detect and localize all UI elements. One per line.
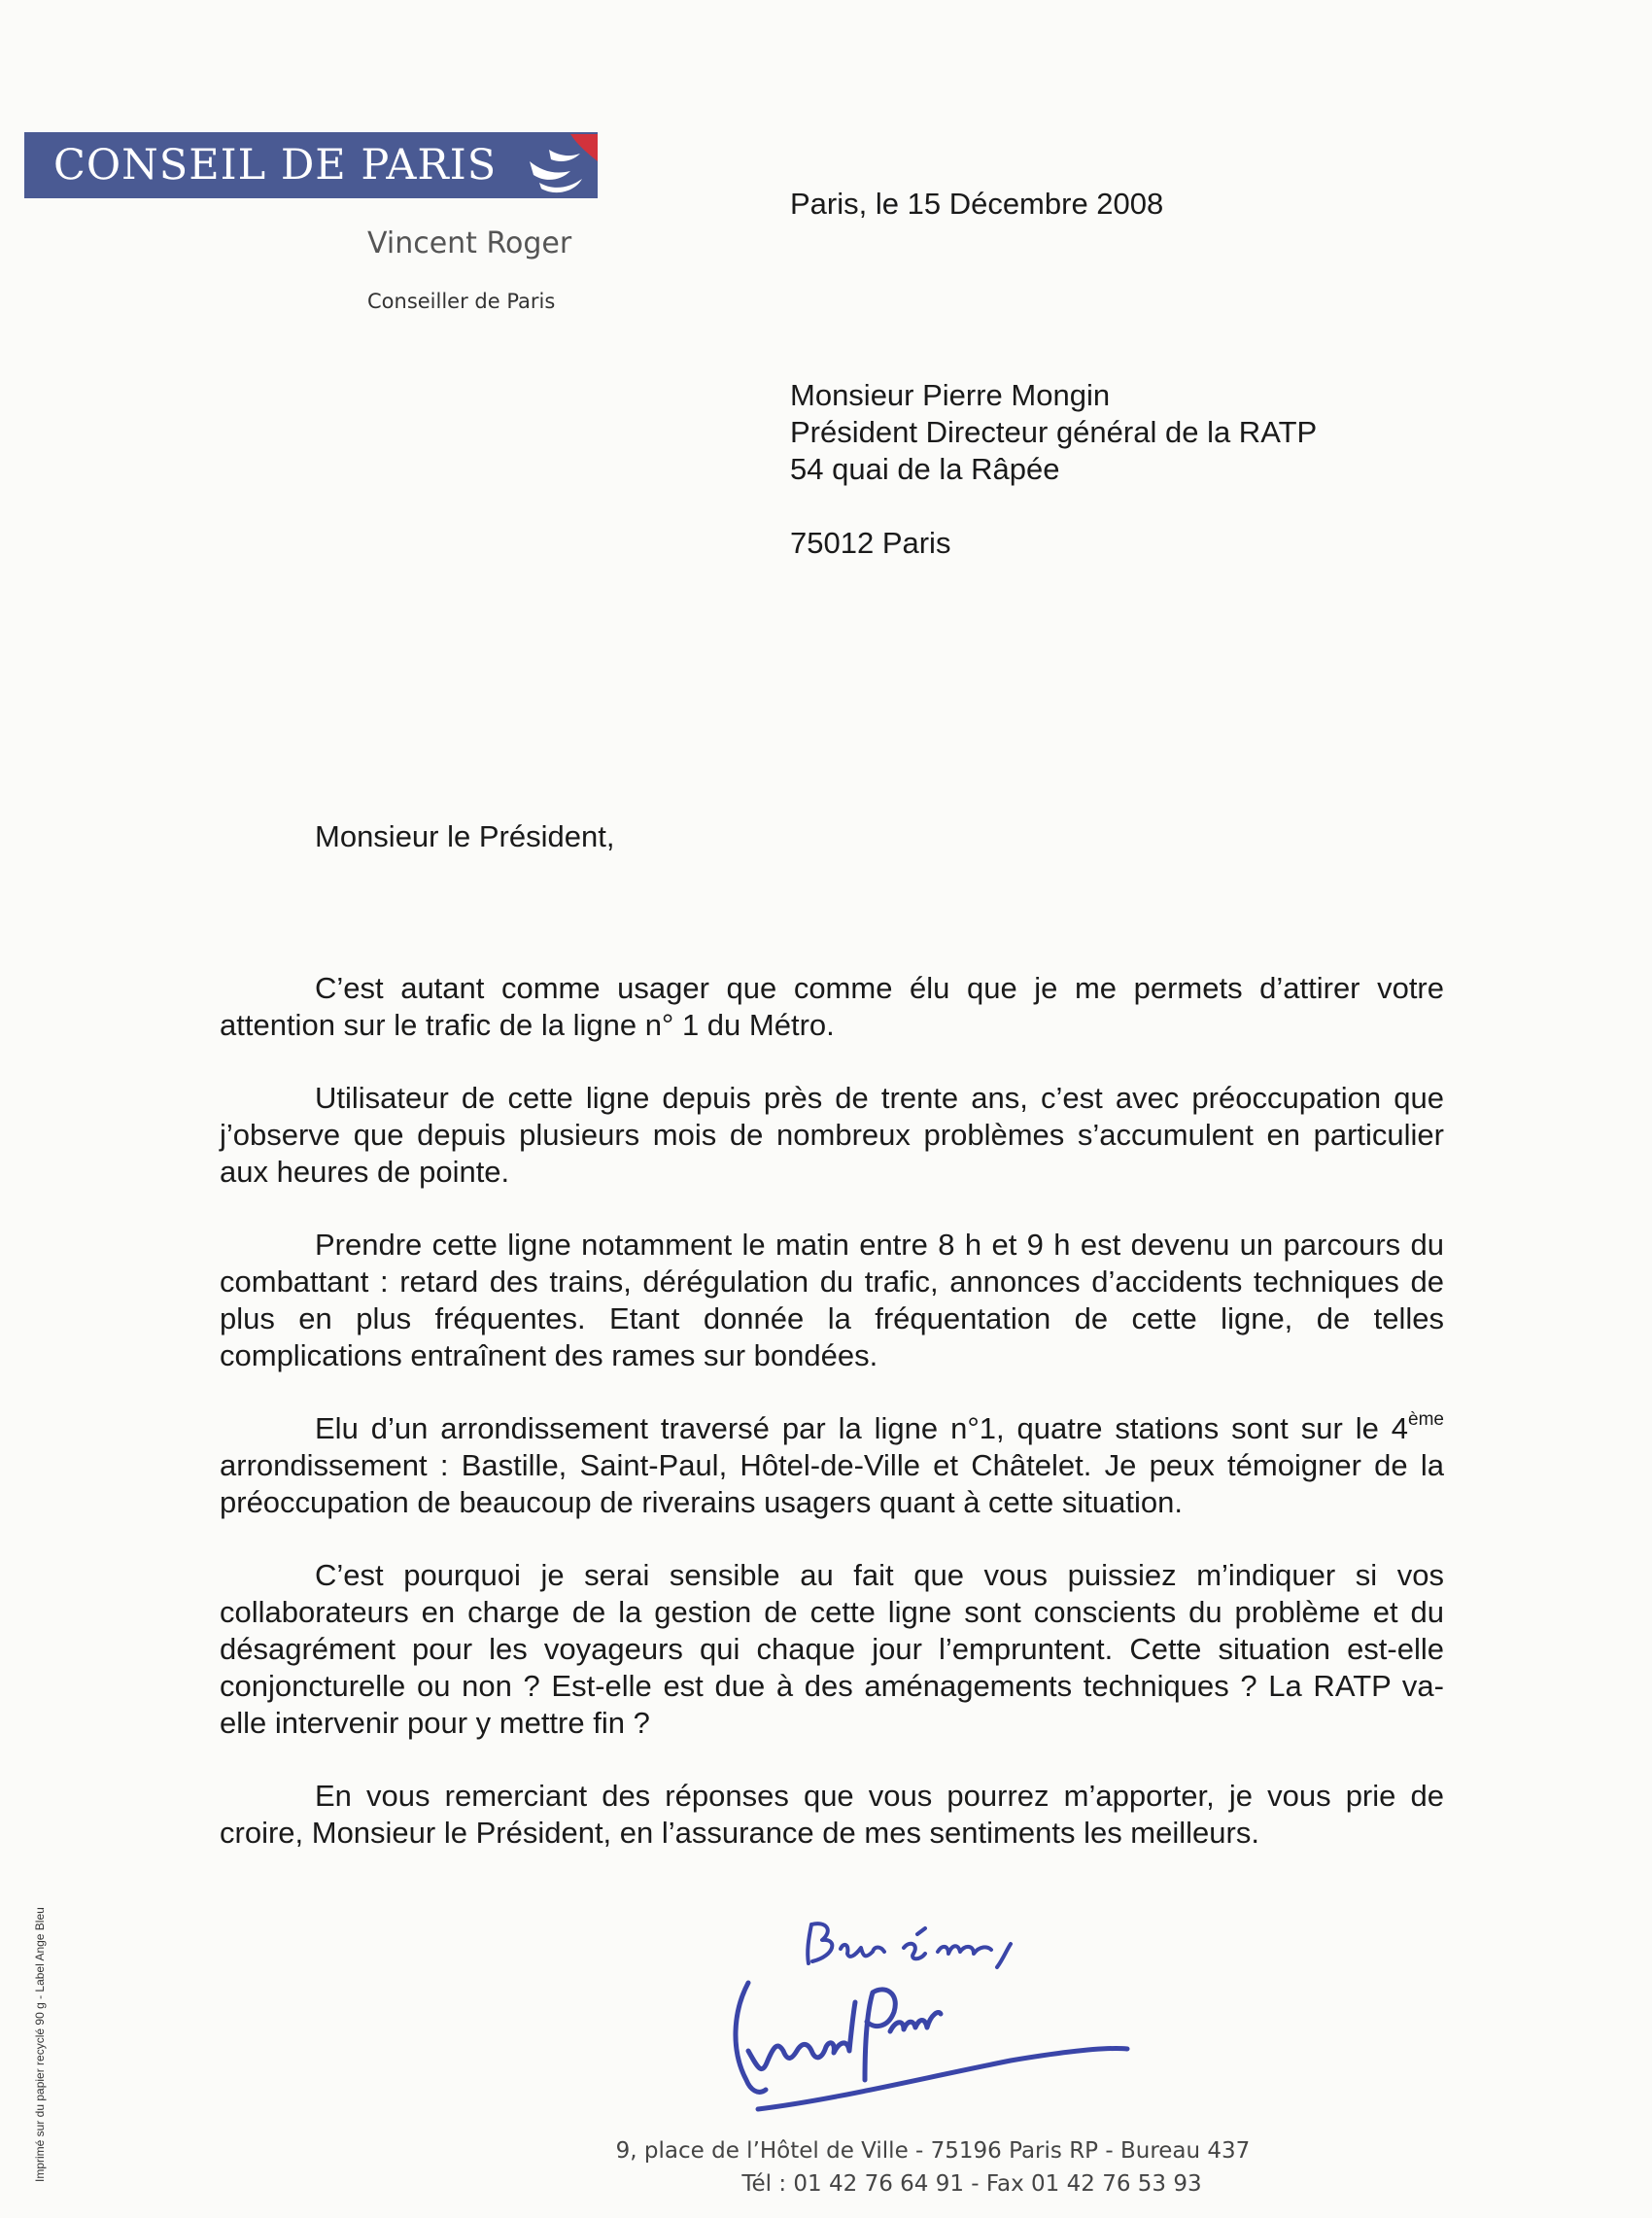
recipient-title: Président Directeur général de la RATP: [790, 415, 1318, 449]
conseil-de-paris-logo: [24, 132, 598, 198]
body-paragraph: C’est autant comme usager que comme élu que je me permets d’attirer votre attention sur le trafic de la ligne n° 1 du Métro.: [220, 971, 1444, 1042]
letter-body: [220, 970, 1444, 1888]
superscript-ordinal: ème: [1408, 1409, 1444, 1430]
body-paragraph: [220, 1410, 1444, 1521]
recycled-paper-notice: Imprimé sur du papier recyclé 90 g - Label Ange Bleu: [33, 1907, 47, 2182]
body-paragraph: Prendre cette ligne notamment le matin entre 8 h et 9 h est devenu un parcours du combattant : retard des trains, dérégulation du trafic, annonces d’accidents techniques de plus en plus fréquentes. Etant donnée la fréquentation de cette ligne, de telles complications entraînent des rames sur bondées.: [220, 1228, 1444, 1372]
logo-text: CONSEIL DE PARIS: [53, 141, 498, 190]
salutation: Monsieur le Président,: [315, 819, 615, 853]
recipient-name: Monsieur Pierre Mongin: [790, 378, 1111, 412]
recipient-street: 54 quai de la Râpée: [790, 452, 1060, 486]
paragraph-text: arrondissement : Bastille, Saint-Paul, Hôtel-de-Ville et Châtelet. Je peux témoigner de la préoccupation de beaucoup de riverains usagers quant à cette situation.: [220, 1448, 1444, 1519]
paragraph-text: Elu d’un arrondissement traversé par la ligne n°1, quatre stations sont sur le 4: [315, 1411, 1409, 1445]
footer-contact: Tél : 01 42 76 64 91 - Fax 01 42 76 53 93: [741, 2171, 1202, 2197]
recipient-address-block: [790, 377, 1317, 562]
sender-name: Vincent Roger: [367, 226, 572, 260]
body-paragraph: C’est pourquoi je serai sensible au fait que vous puissiez m’indiquer si vos collaborateurs en charge de la gestion de cette ligne sont conscients du problème et du désagrément pour les voyageurs qui chaque jour l’empruntent. Cette situation est-elle conjoncturelle ou non ? Est-elle est due à des aménagements techniques ? La RATP va-elle intervenir pour y mettre fin ?: [220, 1558, 1444, 1740]
letter-date: Paris, le 15 Décembre 2008: [790, 187, 1164, 221]
paris-emblem-icon: [520, 132, 598, 198]
recipient-city: 75012 Paris: [790, 526, 951, 560]
sender-title: Conseiller de Paris: [367, 290, 556, 313]
handwritten-signature: [719, 1905, 1147, 2138]
footer-address: 9, place de l’Hôtel de Ville - 75196 Paris RP - Bureau 437: [615, 2138, 1251, 2164]
body-paragraph: Utilisateur de cette ligne depuis près de trente ans, c’est avec préoccupation que j’observe que depuis plusieurs mois de nombreux problèmes s’accumulent en particulier aux heures de pointe.: [220, 1081, 1444, 1189]
body-paragraph: En vous remerciant des réponses que vous pourrez m’apporter, je vous prie de croire, Monsieur le Président, en l’assurance de mes sentiments les meilleurs.: [220, 1779, 1444, 1850]
